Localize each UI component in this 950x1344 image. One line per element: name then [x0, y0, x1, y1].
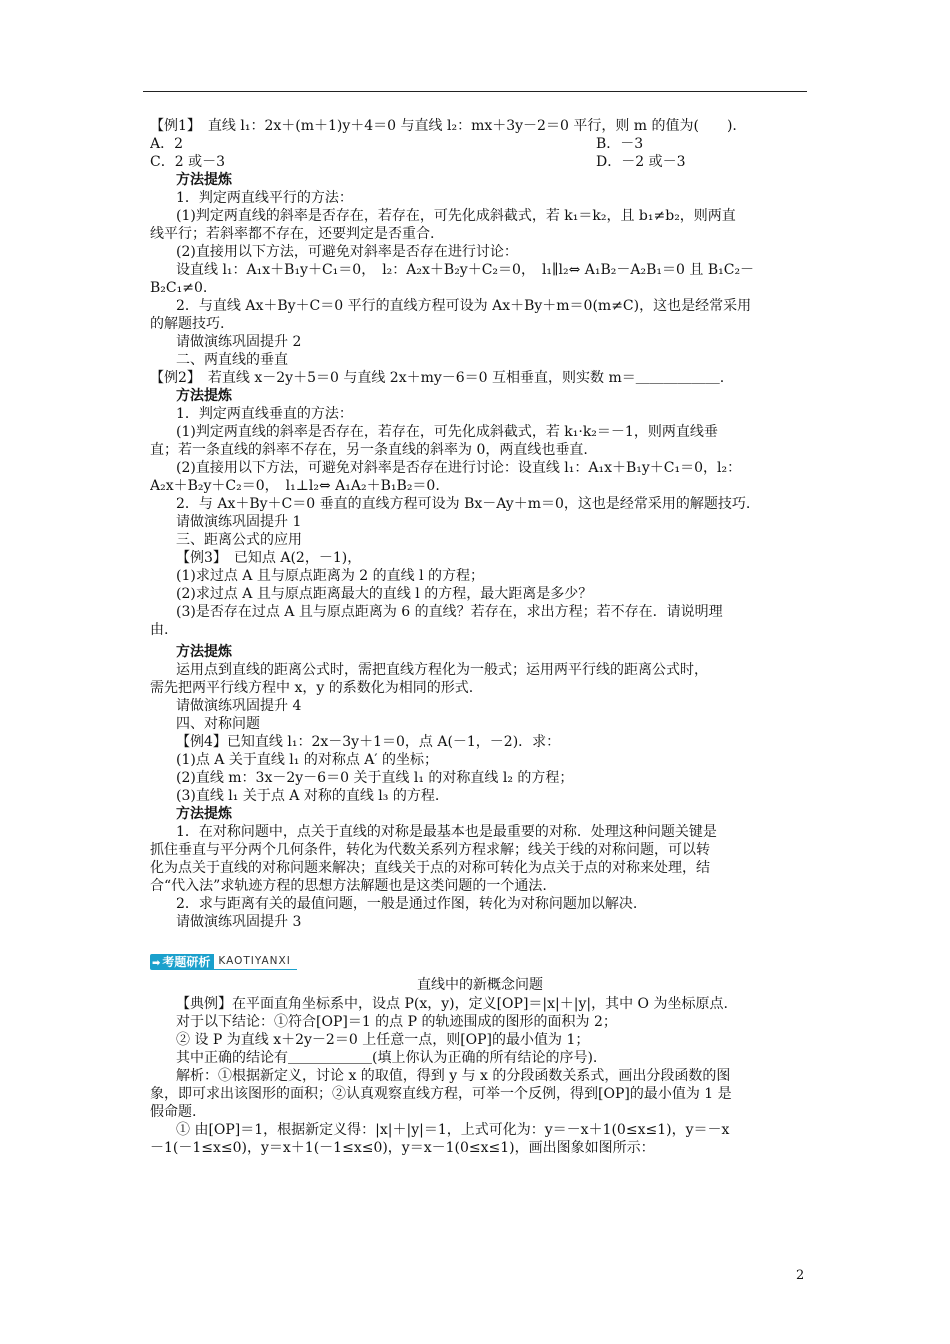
text-line: C．2 或－3 D．－2 或－3 [150, 154, 686, 170]
text-line: 设直线 l₁：A₁x＋B₁y＋C₁＝0， l₂：A₂x＋B₂y＋C₂＝0， l₁∥l₂⇔ A₁B₂－A₂B₁＝0 且 B₁C₂－ [176, 262, 755, 278]
text-line: －1(－1≤x≤0)，y＝x＋1(－1≤x≤0)，y＝x－1(0≤x≤1)，画出图象如图所示： [150, 1140, 655, 1156]
text-line: 需先把两平行线方程中 x，y 的系数化为相同的形式. [150, 680, 474, 696]
text-line: 象，即可求出该图形的面积；②认真观察直线方程，可举一个反例，得到[OP]的最小值为 1 是 [150, 1086, 732, 1102]
text-line: ② 设 P 为直线 x＋2y－2＝0 上任意一点，则[OP]的最小值为 1； [176, 1032, 590, 1048]
text-line: 1．判定两直线垂直的方法： [176, 406, 353, 422]
text-line: 【例1】 直线 l₁：2x＋(m＋1)y＋4＝0 与直线 l₂：mx＋3y－2＝0 平行，则 m 的值为( ). [150, 118, 737, 134]
text-line: 的解题技巧. [150, 316, 225, 332]
text-line: 抓住垂直与平分两个几何条件，转化为代数关系列方程求解；线关于线的对称问题，可以转 [150, 842, 710, 858]
text-line: (1)判定两直线的斜率是否存在，若存在，可先化成斜截式，若 k₁·k₂＝－1，则两直线垂 [176, 424, 718, 440]
text-line: (2)直接用以下方法，可避免对斜率是否存在进行讨论： [176, 244, 518, 260]
text-line: 化为点关于直线的对称问题来解决；直线关于点的对称可转化为点关于点的对称来处理，结 [150, 860, 710, 876]
text-line: (2)求过点 A 且与原点距离最大的直线 l 的方程，最大距离是多少？ [176, 586, 593, 602]
text-line: 2．与直线 Ax＋By＋C＝0 平行的直线方程可设为 Ax＋By＋m＝0(m≠C)，这也是经常采用 [176, 298, 752, 314]
page-number: 2 [796, 1268, 805, 1283]
text-line: (3)是否存在过点 A 且与原点距离为 6 的直线？若存在，求出方程；若不存在．请说明理 [176, 604, 723, 620]
text-line: 由. [150, 622, 169, 638]
section-heading: 方法提炼 [176, 644, 232, 660]
text-line: A．2 B．－3 [150, 136, 644, 152]
arrow-icon: ➡ [152, 958, 161, 969]
text-line: 请做演练巩固提升 4 [176, 698, 302, 714]
text-line: 【典例】在平面直角坐标系中，设点 P(x，y)，定义[OP]＝|x|＋|y|，其中 O 为坐标原点. [176, 996, 728, 1012]
banner-label: ➡ 考题研析 [150, 954, 214, 970]
section-heading: 方法提炼 [176, 806, 232, 822]
text-line: 线平行；若斜率都不存在，还要判定是否重合. [150, 226, 435, 242]
text-line: 直线中的新概念问题 [417, 977, 543, 993]
text-line: 1．在对称问题中，点关于直线的对称是最基本也是最重要的对称．处理这种问题关键是 [176, 824, 717, 840]
section-heading: 方法提炼 [176, 172, 232, 188]
text-line: 三、距离公式的应用 [176, 532, 302, 548]
section-banner [150, 954, 297, 970]
option-b: D．－2 或－3 [596, 154, 686, 170]
text-line: 四、对称问题 [176, 716, 260, 732]
text-line: 【例3】 已知点 A(2，－1)， [176, 550, 362, 566]
text-line: (2)直接用以下方法，可避免对斜率是否存在进行讨论：设直线 l₁：A₁x＋B₁y＋C₁＝0，l₂： [176, 460, 742, 476]
text-line: 运用点到直线的距离公式时，需把直线方程化为一般式；运用两平行线的距离公式时， [176, 662, 708, 678]
text-line: 直；若一条直线的斜率不存在，另一条直线的斜率为 0，两直线也垂直. [150, 442, 588, 458]
banner-pinyin: KAOTIYANXI [214, 954, 296, 970]
text-line: 合“代入法”求轨迹方程的思想方法解题也是这类问题的一个通法. [150, 878, 547, 894]
text-line: 【例2】 若直线 x－2y＋5＝0 与直线 2x＋my－6＝0 互相垂直，则实数 m＝＿＿＿＿＿＿. [150, 370, 725, 386]
text-line: 2．与 Ax＋By＋C＝0 垂直的直线方程可设为 Bx－Ay＋m＝0，这也是经常采用的解题技巧. [176, 496, 751, 512]
text-line: 请做演练巩固提升 3 [176, 914, 302, 930]
text-line: 二、两直线的垂直 [176, 352, 288, 368]
header-rule [143, 91, 807, 92]
text-line: A₂x＋B₂y＋C₂＝0， l₁⊥l₂⇔ A₁A₂＋B₁B₂＝0. [150, 478, 440, 494]
text-line: 解析：①根据新定义，讨论 x 的取值，得到 y 与 x 的分段函数关系式，画出分段函数的图 [176, 1068, 731, 1084]
text-line: 假命题. [150, 1104, 197, 1120]
text-line: 1．判定两直线平行的方法： [176, 190, 353, 206]
text-line: (1)求过点 A 且与原点距离为 2 的直线 l 的方程； [176, 568, 485, 584]
text-line: 【例4】已知直线 l₁：2x－3y＋1＝0，点 A(－1，－2)．求： [176, 734, 561, 750]
text-line: 2．求与距离有关的最值问题，一般是通过作图，转化为对称问题加以解决. [176, 896, 638, 912]
text-line: 请做演练巩固提升 2 [176, 334, 302, 350]
text-line: 请做演练巩固提升 1 [176, 514, 302, 530]
text-line: (1)点 A 关于直线 l₁ 的对称点 A′ 的坐标； [176, 752, 439, 768]
text-line: 其中正确的结论有＿＿＿＿＿＿(填上你认为正确的所有结论的序号). [176, 1050, 598, 1066]
text-line: (3)直线 l₁ 关于点 A 对称的直线 l₃ 的方程. [176, 788, 440, 804]
text-line: (2)直线 m：3x－2y－6＝0 关于直线 l₁ 的对称直线 l₂ 的方程； [176, 770, 574, 786]
text-line: (1)判定两直线的斜率是否存在，若存在，可先化成斜截式，若 k₁＝k₂，且 b₁≠b₂，则两直 [176, 208, 736, 224]
text-line: B₂C₁≠0. [150, 280, 208, 296]
option-b: B．－3 [596, 136, 644, 152]
text-line: 对于以下结论：①符合[OP]＝1 的点 P 的轨迹围成的图形的面积为 2； [176, 1014, 617, 1030]
text-line: ① 由[OP]＝1，根据新定义得：|x|＋|y|＝1，上式可化为：y＝－x＋1(0≤x≤1)，y＝－x [176, 1122, 730, 1138]
section-heading: 方法提炼 [176, 388, 232, 404]
